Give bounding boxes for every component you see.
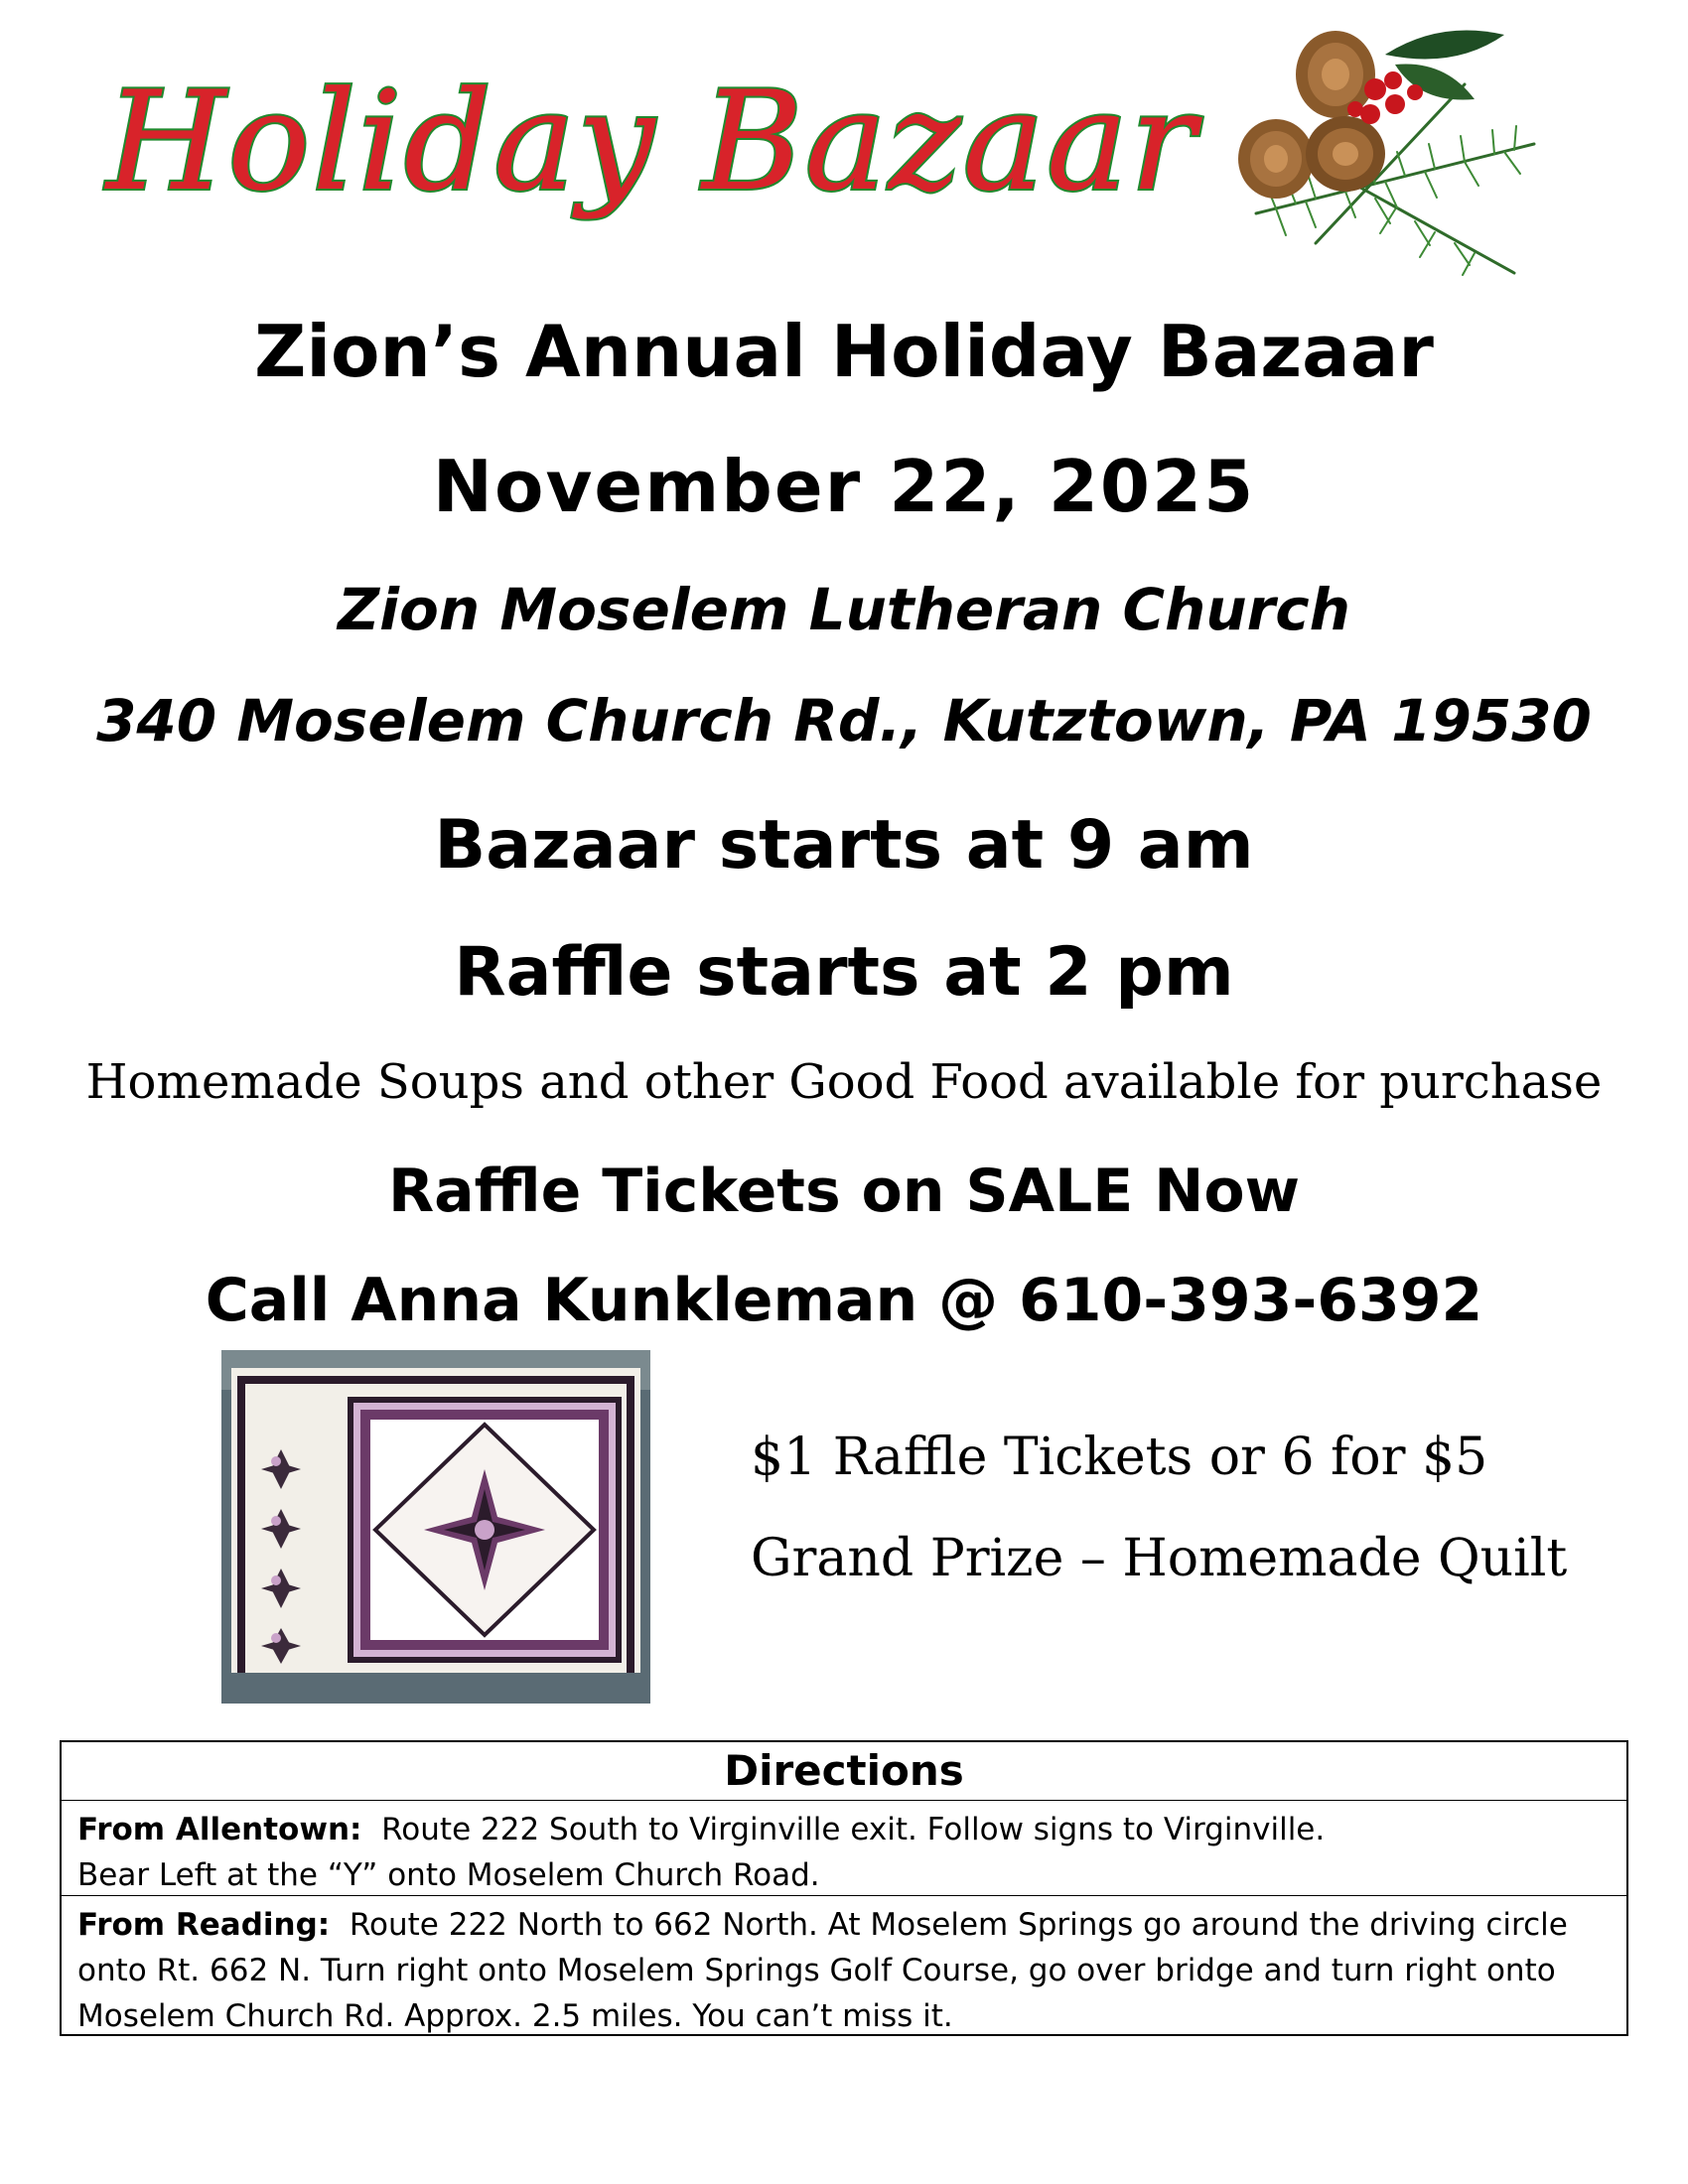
reading-text: Route 222 North to 662 North. At Moselem Springs go around the driving circle onto Rt. 662 N. Turn right onto Moselem Springs Golf Course, go over bridge and turn right onto Moselem Church Rd. Approx. 2.5 miles. You can’t miss it. bbox=[77, 1907, 1568, 2034]
allentown-text-1: Route 222 South to Virginville exit. Follow signs to Virginville. bbox=[381, 1812, 1326, 1847]
pine-cone-holly-icon bbox=[1216, 15, 1559, 288]
directions-reading bbox=[62, 1896, 1626, 2039]
food-notice: Homemade Soups and other Good Food available for purchase bbox=[85, 1054, 1603, 1110]
allentown-text-2: Bear Left at the “Y” onto Moselem Church Road. bbox=[77, 1857, 820, 1893]
directions-allentown bbox=[62, 1801, 1626, 1896]
bazaar-start-time: Bazaar starts at 9 am bbox=[434, 806, 1254, 885]
grand-prize: Grand Prize – Homemade Quilt bbox=[751, 1529, 1568, 1588]
event-title: Zion’s Annual Holiday Bazaar bbox=[254, 310, 1434, 393]
quilt-photo bbox=[221, 1350, 650, 1704]
event-date: November 22, 2025 bbox=[432, 445, 1256, 528]
church-address: 340 Moselem Church Rd., Kutztown, PA 19530 bbox=[96, 687, 1592, 754]
allentown-label: From Allentown: bbox=[77, 1812, 362, 1847]
holiday-bazaar-headline bbox=[94, 15, 1216, 278]
directions-table bbox=[60, 1740, 1628, 2036]
tickets-sale-notice: Raffle Tickets on SALE Now bbox=[387, 1157, 1301, 1226]
raffle-price: $1 Raffle Tickets or 6 for $5 bbox=[751, 1428, 1488, 1487]
reading-label: From Reading: bbox=[77, 1907, 331, 1943]
headline-text: Holiday Bazaar bbox=[106, 62, 1198, 221]
contact-line: Call Anna Kunkleman @ 610-393-6392 bbox=[205, 1266, 1483, 1335]
raffle-start-time: Raffle starts at 2 pm bbox=[454, 933, 1234, 1012]
church-name: Zion Moselem Lutheran Church bbox=[338, 576, 1350, 643]
directions-header: Directions bbox=[62, 1742, 1626, 1801]
